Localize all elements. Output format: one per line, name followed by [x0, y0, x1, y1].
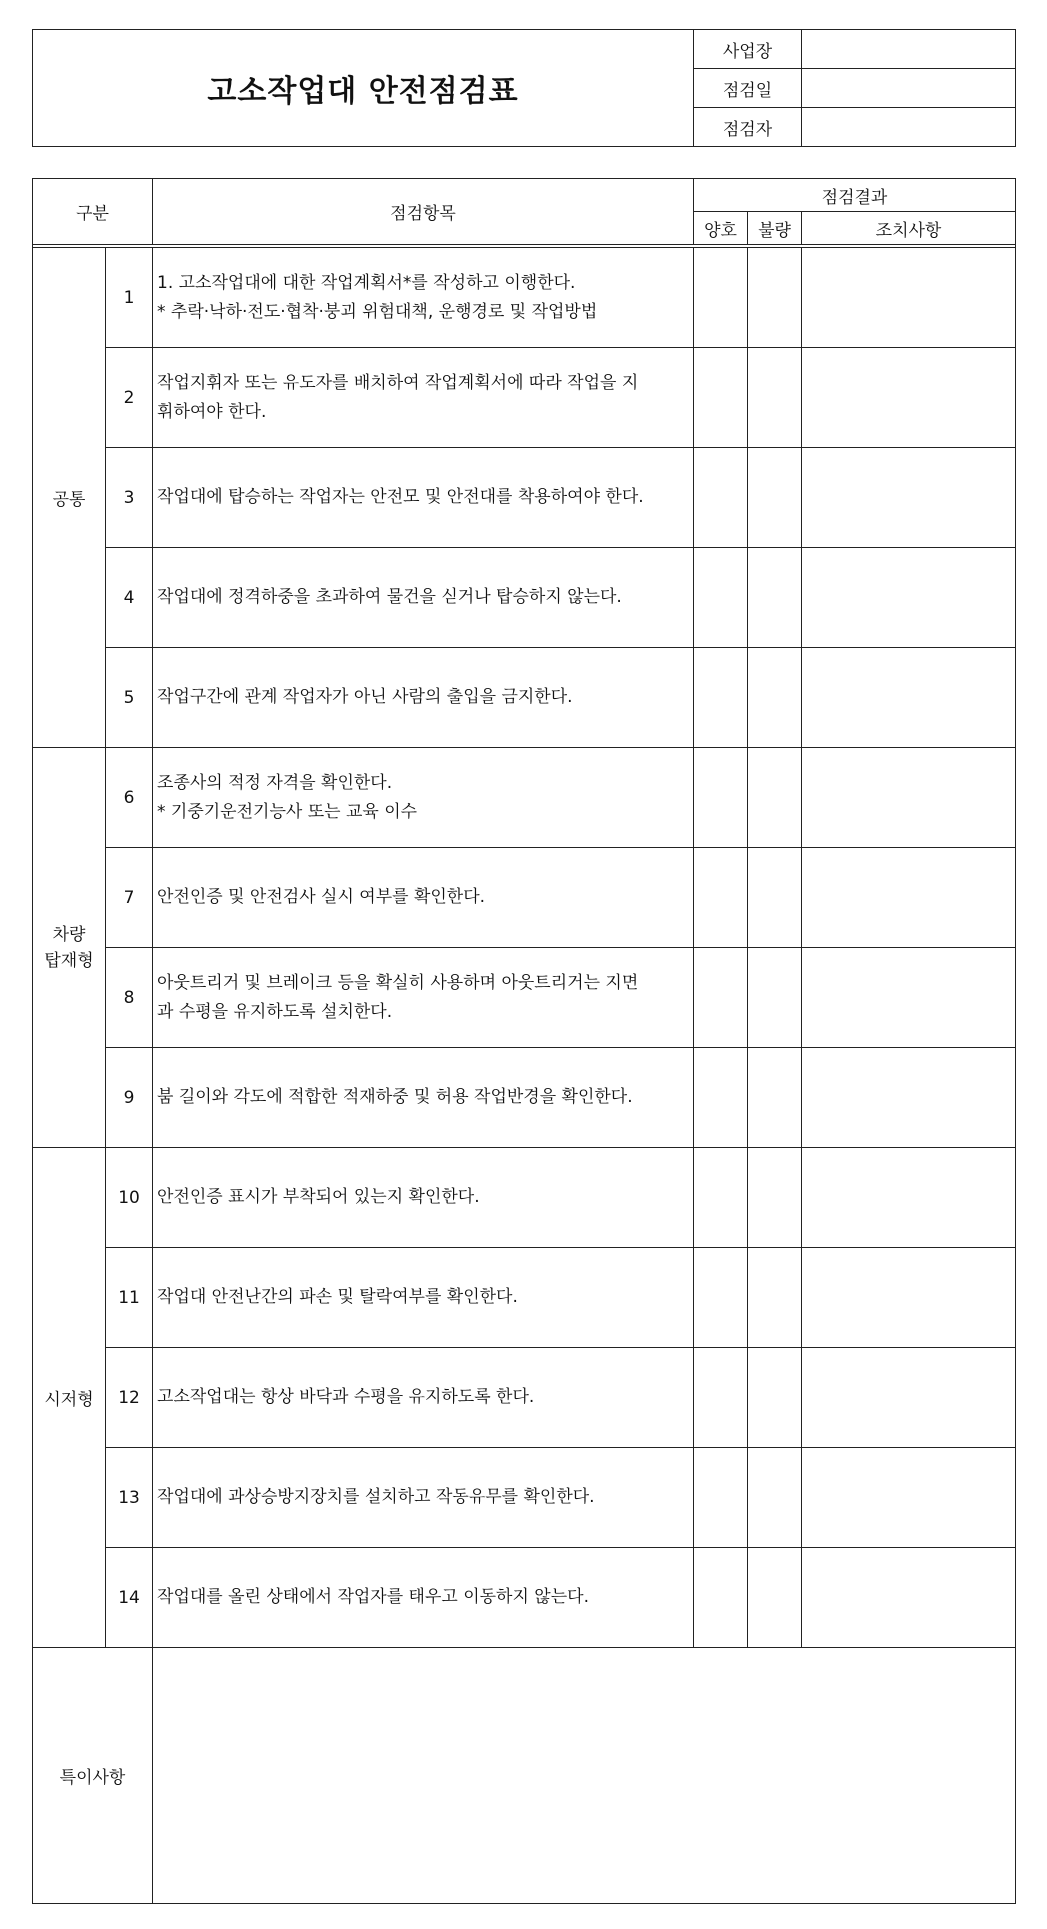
item-line: 휘하여야 한다.	[157, 401, 267, 422]
item-number: 12	[106, 1348, 153, 1448]
item-number: 9	[106, 1048, 153, 1148]
bad-check-cell[interactable]	[748, 548, 802, 648]
table-row	[33, 748, 1016, 848]
item-number: 3	[106, 448, 153, 548]
action-cell[interactable]	[802, 748, 1016, 848]
category-header: 구분	[33, 179, 153, 245]
item-number: 8	[106, 948, 153, 1048]
bad-check-cell[interactable]	[748, 448, 802, 548]
table-row	[33, 1448, 1016, 1548]
item-line: * 기중기운전기능사 또는 교육 이수	[157, 801, 418, 822]
action-cell[interactable]	[802, 648, 1016, 748]
item-text	[153, 748, 694, 848]
action-cell[interactable]	[802, 1448, 1016, 1548]
item-line: 아웃트리거 및 브레이크 등을 확실히 사용하며 아웃트리거는 지면	[157, 972, 639, 993]
bad-check-cell[interactable]	[748, 348, 802, 448]
bad-check-cell[interactable]	[748, 1148, 802, 1248]
item-text	[153, 1248, 694, 1348]
item-text	[153, 848, 694, 948]
bad-check-cell[interactable]	[748, 748, 802, 848]
item-line: 작업대에 탑승하는 작업자는 안전모 및 안전대를 착용하여야 한다.	[157, 487, 644, 507]
item-number: 1	[106, 248, 153, 348]
inspector-label: 점검자	[694, 108, 802, 147]
good-check-cell[interactable]	[694, 848, 748, 948]
good-check-cell[interactable]	[694, 648, 748, 748]
item-line: 조종사의 적정 자격을 확인한다.	[157, 772, 393, 793]
bad-header: 불량	[748, 212, 802, 245]
good-check-cell[interactable]	[694, 548, 748, 648]
item-line: * 추락·낙하·전도·협착·붕괴 위험대책, 운행경로 및 작업방법	[157, 301, 598, 322]
bad-check-cell[interactable]	[748, 1248, 802, 1348]
item-text	[153, 1448, 694, 1548]
good-check-cell[interactable]	[694, 1148, 748, 1248]
table-row	[33, 948, 1016, 1048]
item-number: 7	[106, 848, 153, 948]
item-header: 점검항목	[153, 179, 694, 245]
bad-check-cell[interactable]	[748, 248, 802, 348]
action-cell[interactable]	[802, 1048, 1016, 1148]
table-row	[33, 248, 1016, 348]
table-row	[33, 648, 1016, 748]
bad-check-cell[interactable]	[748, 648, 802, 748]
item-line: 작업대를 올린 상태에서 작업자를 태우고 이동하지 않는다.	[157, 1587, 589, 1607]
table-row	[33, 1348, 1016, 1448]
bad-check-cell[interactable]	[748, 948, 802, 1048]
item-number: 13	[106, 1448, 153, 1548]
item-text	[153, 348, 694, 448]
item-line: 작업대에 정격하중을 초과하여 물건을 싣거나 탑승하지 않는다.	[157, 587, 622, 607]
action-header: 조치사항	[802, 212, 1016, 245]
action-cell[interactable]	[802, 1348, 1016, 1448]
item-number: 4	[106, 548, 153, 648]
bad-check-cell[interactable]	[748, 1548, 802, 1648]
notes-row	[33, 1648, 1016, 1904]
category-common: 공통	[33, 248, 106, 748]
inspector-field[interactable]	[802, 108, 1016, 147]
category-scissor: 시저형	[33, 1148, 106, 1648]
item-number: 14	[106, 1548, 153, 1648]
workplace-field[interactable]	[802, 30, 1016, 69]
good-check-cell[interactable]	[694, 748, 748, 848]
good-check-cell[interactable]	[694, 1348, 748, 1448]
good-check-cell[interactable]	[694, 448, 748, 548]
action-cell[interactable]	[802, 548, 1016, 648]
table-row	[33, 1548, 1016, 1648]
good-check-cell[interactable]	[694, 1248, 748, 1348]
table-row	[33, 348, 1016, 448]
item-line: 붐 길이와 각도에 적합한 적재하중 및 허용 작업반경을 확인한다.	[157, 1087, 633, 1107]
good-check-cell[interactable]	[694, 248, 748, 348]
action-cell[interactable]	[802, 348, 1016, 448]
good-header: 양호	[694, 212, 748, 245]
item-line: 과 수평을 유지하도록 설치한다.	[157, 1001, 393, 1022]
category-line: 차량	[52, 924, 86, 945]
action-cell[interactable]	[802, 1148, 1016, 1248]
table-row	[33, 448, 1016, 548]
good-check-cell[interactable]	[694, 948, 748, 1048]
date-label: 점검일	[694, 69, 802, 108]
item-line: 작업대 안전난간의 파손 및 탈락여부를 확인한다.	[157, 1287, 518, 1307]
action-cell[interactable]	[802, 448, 1016, 548]
action-cell[interactable]	[802, 1548, 1016, 1648]
item-text	[153, 248, 694, 348]
bad-check-cell[interactable]	[748, 1348, 802, 1448]
good-check-cell[interactable]	[694, 1548, 748, 1648]
item-line: 안전인증 표시가 부착되어 있는지 확인한다.	[157, 1187, 480, 1207]
table-row	[33, 548, 1016, 648]
table-row	[33, 1148, 1016, 1248]
item-number: 5	[106, 648, 153, 748]
item-number: 11	[106, 1248, 153, 1348]
item-text	[153, 948, 694, 1048]
item-line: 고소작업대는 항상 바닥과 수평을 유지하도록 한다.	[157, 1387, 535, 1407]
workplace-label: 사업장	[694, 30, 802, 69]
checklist-table	[32, 178, 1016, 1904]
item-text	[153, 1048, 694, 1148]
item-text	[153, 548, 694, 648]
item-number: 2	[106, 348, 153, 448]
good-check-cell[interactable]	[694, 1448, 748, 1548]
action-cell[interactable]	[802, 848, 1016, 948]
notes-label: 특이사항	[33, 1648, 153, 1904]
category-vehicle	[33, 748, 106, 1148]
action-cell[interactable]	[802, 248, 1016, 348]
bad-check-cell[interactable]	[748, 848, 802, 948]
bad-check-cell[interactable]	[748, 1048, 802, 1148]
action-cell[interactable]	[802, 1248, 1016, 1348]
item-number: 6	[106, 748, 153, 848]
action-cell[interactable]	[802, 948, 1016, 1048]
table-row	[33, 848, 1016, 948]
item-line: 1. 고소작업대에 대한 작업계획서*를 작성하고 이행한다.	[157, 272, 576, 293]
result-header: 점검결과	[694, 179, 1016, 212]
header-table	[32, 29, 1016, 147]
item-line: 작업지휘자 또는 유도자를 배치하여 작업계획서에 따라 작업을 지	[157, 372, 639, 393]
item-text	[153, 648, 694, 748]
date-field[interactable]	[802, 69, 1016, 108]
notes-field[interactable]	[153, 1648, 1016, 1904]
item-line: 작업대에 과상승방지장치를 설치하고 작동유무를 확인한다.	[157, 1487, 595, 1507]
bad-check-cell[interactable]	[748, 1448, 802, 1548]
item-text	[153, 448, 694, 548]
item-text	[153, 1548, 694, 1648]
table-row	[33, 1248, 1016, 1348]
item-line: 안전인증 및 안전검사 실시 여부를 확인한다.	[157, 887, 486, 907]
item-line: 작업구간에 관계 작업자가 아닌 사람의 출입을 금지한다.	[157, 687, 573, 707]
page-title: 고소작업대 안전점검표	[33, 30, 694, 147]
item-number: 10	[106, 1148, 153, 1248]
good-check-cell[interactable]	[694, 1048, 748, 1148]
category-line: 탑재형	[44, 950, 94, 971]
item-text	[153, 1348, 694, 1448]
table-row	[33, 1048, 1016, 1148]
good-check-cell[interactable]	[694, 348, 748, 448]
item-text	[153, 1148, 694, 1248]
